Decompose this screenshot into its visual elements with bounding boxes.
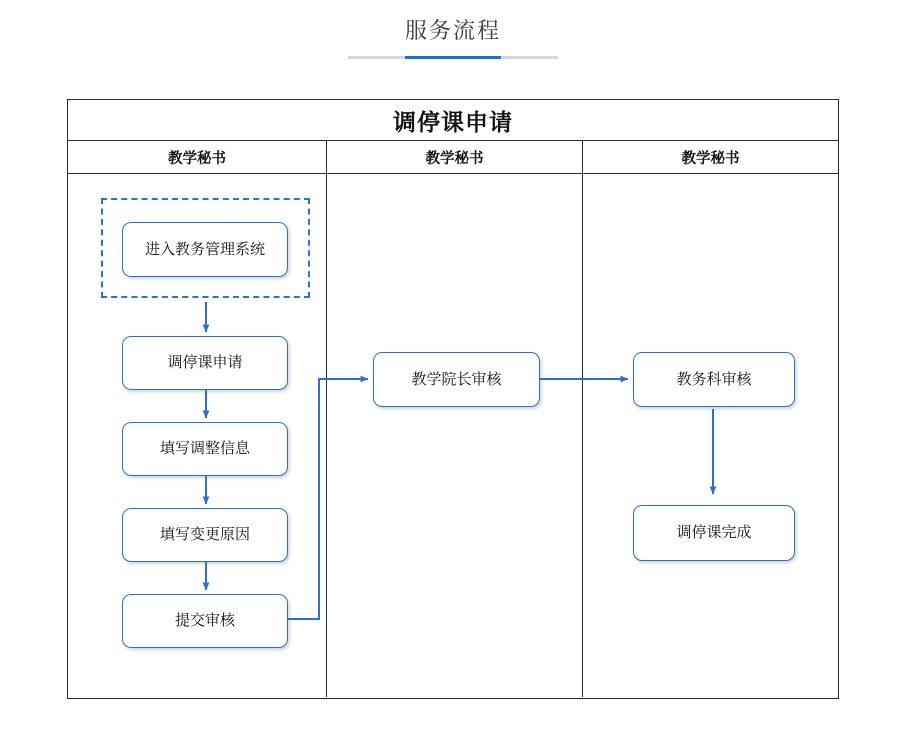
- page-header: [0, 0, 906, 59]
- flow-node-academic-office-review[interactable]: [633, 352, 795, 407]
- swimlane-header-2: [327, 141, 583, 173]
- flow-node-dean-review-label: 教学院长审核: [411, 370, 502, 388]
- flowchart-container: [67, 99, 839, 699]
- swimlane-header-1: [68, 141, 327, 173]
- flow-node-complete[interactable]: [633, 505, 795, 561]
- flow-node-submit-review[interactable]: [122, 594, 288, 648]
- swimlane-body: [68, 174, 838, 697]
- flowchart-title-bar: [68, 100, 838, 141]
- flow-node-enter-system-label: 进入教务管理系统: [144, 240, 265, 258]
- flow-node-apply[interactable]: [122, 336, 288, 390]
- swimlane-column-3: [583, 174, 838, 697]
- swimlane-header-row: [68, 141, 838, 174]
- swimlane-column-2: [327, 174, 583, 697]
- swimlane-header-1-label: 教学秘书: [168, 150, 226, 167]
- flow-node-fill-change-reason[interactable]: [122, 508, 288, 562]
- flow-node-fill-adjust-info-label: 填写调整信息: [159, 440, 250, 457]
- page-title: 服务流程: [404, 18, 501, 43]
- swimlane-header-3-label: 教学秘书: [681, 150, 740, 167]
- flowchart-title: 调停课申请: [393, 108, 513, 135]
- flow-node-fill-adjust-info[interactable]: [122, 422, 288, 476]
- flow-node-dean-review[interactable]: [373, 352, 540, 407]
- flow-node-submit-review-label: 提交审核: [174, 612, 235, 629]
- flow-node-enter-system[interactable]: [122, 222, 288, 277]
- flow-node-academic-office-review-label: 教务科审核: [676, 370, 752, 388]
- flow-node-fill-change-reason-label: 填写变更原因: [159, 526, 250, 543]
- flow-node-complete-label: 调停课完成: [676, 524, 752, 541]
- title-underline-rule: [348, 56, 558, 59]
- swimlane-header-2-label: 教学秘书: [425, 150, 484, 167]
- flow-node-apply-label: 调停课申请: [167, 354, 243, 371]
- swimlane-header-3: [583, 141, 838, 173]
